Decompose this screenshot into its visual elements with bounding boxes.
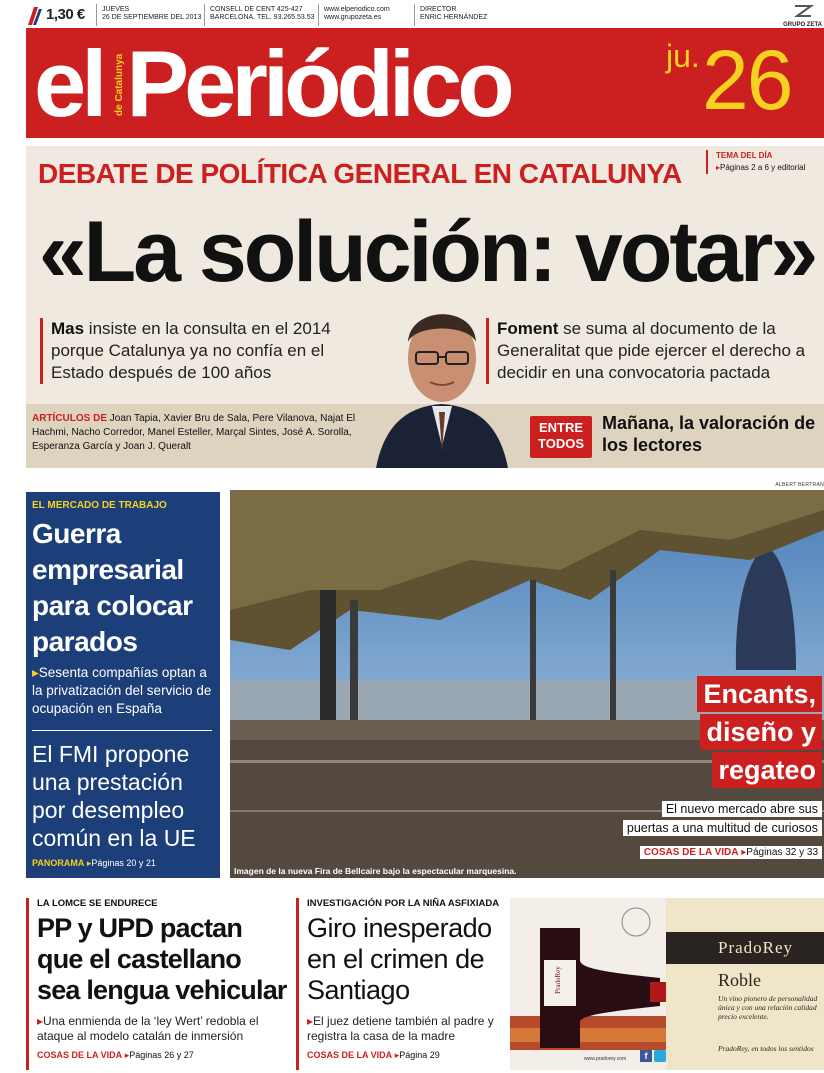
lomce-story bbox=[26, 898, 288, 1070]
day-number: 26 bbox=[702, 33, 792, 127]
politician-photo bbox=[356, 296, 528, 468]
box-headline-2: El FMI propone una prestación por desempleo común en la UE bbox=[32, 741, 196, 851]
wine-bottle-image bbox=[510, 898, 666, 1070]
lead-sub-left: Mas insiste en la consulta en el 2014 porque Catalunya ya no confía en el Estado después de 100 años bbox=[40, 318, 356, 384]
bottle-label: PradoRey bbox=[554, 966, 562, 994]
masthead-tagline: de Catalunya bbox=[114, 53, 125, 117]
grupo-zeta-logo: GRUPO ZETA bbox=[783, 4, 822, 29]
day-abbreviation: ju. bbox=[666, 38, 700, 74]
lomce-kicker: LA LOMCE SE ENDURECE bbox=[37, 898, 158, 909]
ad-text-panel bbox=[666, 898, 824, 1070]
facebook-icon[interactable]: f bbox=[640, 1050, 652, 1062]
zeta-icon bbox=[791, 4, 815, 18]
web-block bbox=[324, 6, 390, 22]
ad-brand: PradoRey bbox=[718, 938, 794, 957]
web-link-zeta[interactable]: www.grupozeta.es bbox=[324, 14, 382, 21]
lomce-page-ref[interactable]: COSAS DE LA VIDA ▸Páginas 26 y 27 bbox=[37, 1050, 194, 1060]
pradorey-ad[interactable] bbox=[510, 898, 824, 1070]
readers-promo: Mañana, la valoración de los lectores bbox=[602, 413, 816, 455]
santiago-sub: ▸El juez detiene también al padre y registra la casa de la madre bbox=[307, 1014, 494, 1043]
ad-product: Roble bbox=[718, 970, 761, 990]
director-block: DIRECTOR ENRIC HERNÁNDEZ bbox=[420, 6, 488, 21]
santiago-kicker: INVESTIGACIÓN POR LA NIÑA ASFIXIADA bbox=[307, 898, 500, 909]
ad-claim: Un vino pionero de personalidad única y con una relación calidad precio excelente. bbox=[718, 994, 818, 1021]
masthead-logo: el Periódico bbox=[34, 31, 510, 136]
flag-icon bbox=[24, 5, 42, 25]
price: 1,30 € bbox=[46, 6, 85, 23]
lomce-sub: ▸Una enmienda de la ‘ley Wert’ redobla el ataque al modelo catalán de inmersión bbox=[37, 1014, 259, 1043]
address-block: CONSELL DE CENT 425-427 BARCELONA. TEL. 93.265.53.53 bbox=[210, 6, 315, 21]
date-block: JUEVES 26 DE SEPTIEMBRE DEL 2013 bbox=[102, 6, 202, 21]
photo-credit: ALBERT BERTRAN bbox=[775, 482, 824, 488]
santiago-headline: Giro inesperado en el crimen de Santiago bbox=[307, 913, 492, 1005]
entre-todos-badge: ENTRE TODOS bbox=[530, 416, 592, 458]
box-sub: ▸Sesenta compañías optan a la privatización del servicio de ocupación en España bbox=[32, 665, 212, 716]
box-page-ref[interactable]: PANORAMA ▸Páginas 20 y 21 bbox=[32, 858, 156, 868]
box-divider bbox=[32, 730, 212, 731]
photo-caption: Imagen de la nueva Fira de Bellcaire bajo la espectacular marquesina. bbox=[234, 866, 517, 876]
santiago-story bbox=[296, 898, 506, 1070]
twitter-icon[interactable] bbox=[654, 1050, 666, 1062]
box-headline: Guerra empresarial para colocar parados bbox=[32, 518, 193, 657]
web-link-periodico[interactable]: www.elperiodico.com bbox=[324, 6, 390, 13]
lead-kicker: DEBATE DE POLÍTICA GENERAL EN CATALUNYA bbox=[38, 158, 682, 189]
lead-sub-right: Foment se suma al documento de la Generalitat que pide ejercer el derecho a decidir en una convocatoria pactada bbox=[486, 318, 818, 384]
info-strip bbox=[24, 4, 824, 26]
lomce-headline: PP y UPD pactan que el castellano sea lengua vehicular bbox=[37, 913, 287, 1005]
tema-del-dia: TEMA DEL DÍA ▸Páginas 2 a 6 y editorial bbox=[706, 150, 805, 174]
masthead bbox=[26, 28, 824, 138]
encants-page-ref[interactable]: COSAS DE LA VIDA ▸Páginas 32 y 33 bbox=[640, 846, 822, 859]
encants-title: Encants, diseño y regateo bbox=[697, 676, 822, 790]
articles-list: ARTÍCULOS DE Joan Tapia, Xavier Bru de Sala, Pere Vilanova, Najat El Hachmi, Nacho Corredor, Manel Esteller, Marçal Sintes, José A. Sorolla, Esperanza García y Joan J. Queralt bbox=[32, 413, 356, 452]
box-kicker: EL MERCADO DE TRABAJO bbox=[32, 500, 167, 511]
encants-photo bbox=[230, 490, 824, 878]
encants-sub: El nuevo mercado abre sus puertas a una multitud de curiosos bbox=[623, 800, 822, 838]
lead-headline: «La solución: votar» bbox=[38, 204, 816, 300]
santiago-page-ref[interactable]: COSAS DE LA VIDA ▸Página 29 bbox=[307, 1050, 440, 1060]
labor-market-box bbox=[26, 492, 220, 878]
ad-slogan: PradoRey, en todos los sentidos bbox=[718, 1044, 814, 1053]
ad-url[interactable]: www.pradorey.com bbox=[584, 1056, 627, 1062]
lead-story bbox=[26, 146, 824, 468]
